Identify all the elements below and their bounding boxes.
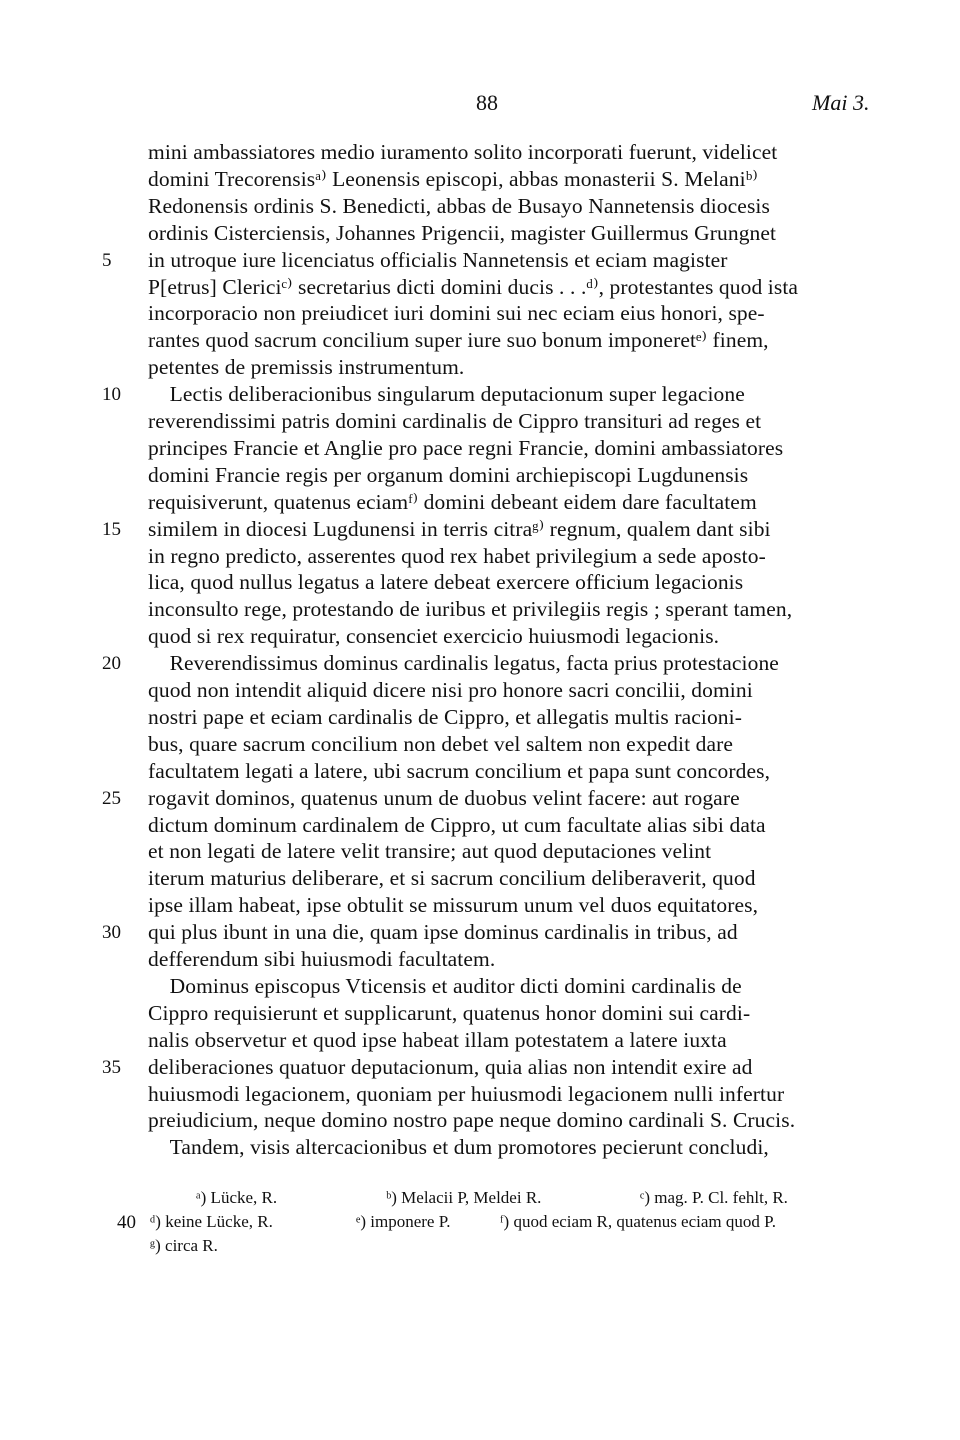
text-line: in regno predicto, asserentes quod rex habet privilegium a sede aposto-	[148, 543, 766, 568]
text-line: nalis observetur et quod ipse habeat illam potestatem a latere iuxta	[148, 1027, 727, 1052]
text-line: domini Francie regis per organum domini archiepiscopi Lugdunensis	[148, 462, 749, 487]
text-line: incorporacio non preiudicet iuri domini sui nec eciam eius honori, spe-	[148, 301, 765, 326]
text-line: mini ambassiatores medio iuramento solito incorporati fuerunt, videlicet	[148, 140, 778, 164]
text-line: nostri pape et eciam cardinalis de Cippro, et allegatis multis racioni-	[148, 704, 742, 729]
text-line: petentes de premissis instrumentum.	[148, 355, 465, 380]
footnote-b: ᵇ) Melacii P, Meldei R.	[386, 1188, 542, 1207]
text-line: facultatem legati a latere, ubi sacrum concilium et papa sunt concordes,	[148, 758, 771, 783]
text-line: rantes quod sacrum concilium super iure suo bonum imponeretᵉ⁾ finem,	[148, 328, 769, 353]
line-number: 5	[102, 249, 112, 271]
footnote-e: ᵉ) imponere P.	[356, 1212, 451, 1231]
footnote-a: ᵃ) Lücke, R.	[196, 1188, 278, 1207]
line-number: 20	[102, 653, 121, 675]
text-line: lica, quod nullus legatus a latere debeat exercere officium legacionis	[148, 570, 744, 595]
text-line: P[etrus] Clericiᶜ⁾ secretarius dicti domini ducis . . .ᵈ⁾, protestantes quod ista	[148, 274, 799, 299]
line-number: 35	[102, 1056, 121, 1078]
text-line: requisiverunt, quatenus eciamᶠ⁾ domini debeant eidem dare facultatem	[148, 489, 757, 514]
page-number: 88	[476, 90, 498, 115]
text-line: bus, quare sacrum concilium non debet vel saltem non expedit dare	[148, 731, 734, 756]
text-line: iterum maturius deliberare, et si sacrum concilium deliberaverit, quod	[148, 866, 756, 891]
text-line: defferendum sibi huiusmodi facultatem.	[148, 947, 496, 971]
running-head: Mai 3.	[812, 90, 870, 115]
line-number: 25	[102, 787, 121, 809]
footnote-c: ᶜ) mag. P. Cl. fehlt, R.	[640, 1188, 788, 1207]
line-number: 15	[102, 518, 121, 540]
text-line: ipse illam habeat, ipse obtulit se missurum unum vel duos equitatores,	[148, 893, 759, 918]
line-number: 10	[102, 384, 121, 406]
text-line: Lectis deliberacionibus singularum deputacionum super legacione	[148, 382, 745, 407]
footnote-f: ᶠ) quod eciam R, quatenus eciam quod P.	[500, 1212, 776, 1231]
text-line: preiudicium, neque domino nostro pape neque domino cardinali S. Crucis.	[148, 1108, 796, 1133]
text-line: Redonensis ordinis S. Benedicti, abbas de Busayo Nannetensis diocesis	[148, 193, 770, 218]
text-line: domini Trecorensisᵃ⁾ Leonensis episcopi, abbas monasterii S. Melaniᵇ⁾	[148, 166, 758, 191]
text-line: rogavit dominos, quatenus unum de duobus velint facere: aut rogare	[148, 785, 740, 810]
text-line: deliberaciones quatuor deputacionum, quia alias non intendit exire ad	[148, 1054, 753, 1079]
text-line: similem in diocesi Lugdunensi in terris citraᵍ⁾ regnum, qualem dant sibi	[148, 516, 771, 541]
text-line: principes Francie et Anglie pro pace regni Francie, domini ambassiatores	[148, 435, 784, 460]
text-line: Dominus episcopus Vticensis et auditor dicti domini cardinalis de	[148, 973, 742, 998]
text-line: quod si rex requiratur, consenciet exercicio huiusmodi legacionis.	[148, 624, 720, 649]
text-line: in utroque iure licenciatus officialis Nannetensis et eciam magister	[148, 247, 728, 272]
footnote-line-number: 40	[117, 1212, 136, 1233]
text-line: huiusmodi legacionem, quoniam per huiusmodi legacionem nulli infertur	[148, 1081, 785, 1106]
text-line: Cippro requisierunt et supplicarunt, quatenus honor domini sui cardi-	[148, 1000, 751, 1025]
text-line: qui plus ibunt in una die, quam ipse dominus cardinalis in tribus, ad	[148, 920, 738, 945]
text-line: inconsulto rege, protestando de iuribus et privilegiis regis ; sperant tamen,	[148, 597, 793, 622]
text-line: Reverendissimus dominus cardinalis legatus, facta prius protestacione	[148, 651, 779, 676]
text-line: quod non intendit aliquid dicere nisi pro honore sacri concilii, domini	[148, 678, 753, 702]
footnote-d: ᵈ) keine Lücke, R.	[150, 1212, 273, 1231]
line-number: 30	[102, 922, 121, 944]
footnote-g: ᵍ) circa R.	[150, 1236, 218, 1255]
text-line: ordinis Cisterciensis, Johannes Prigencii, magister Guillermus Grungnet	[148, 220, 777, 245]
text-line: et non legati de latere velit transire; aut quod deputaciones velint	[148, 839, 712, 864]
text-line: dictum dominum cardinalem de Cippro, ut cum facultate alias sibi data	[148, 812, 766, 837]
text-line: Tandem, visis altercacionibus et dum promotores pecierunt concludi,	[148, 1135, 769, 1160]
text-line: reverendissimi patris domini cardinalis de Cippro transituri ad reges et	[148, 409, 762, 433]
